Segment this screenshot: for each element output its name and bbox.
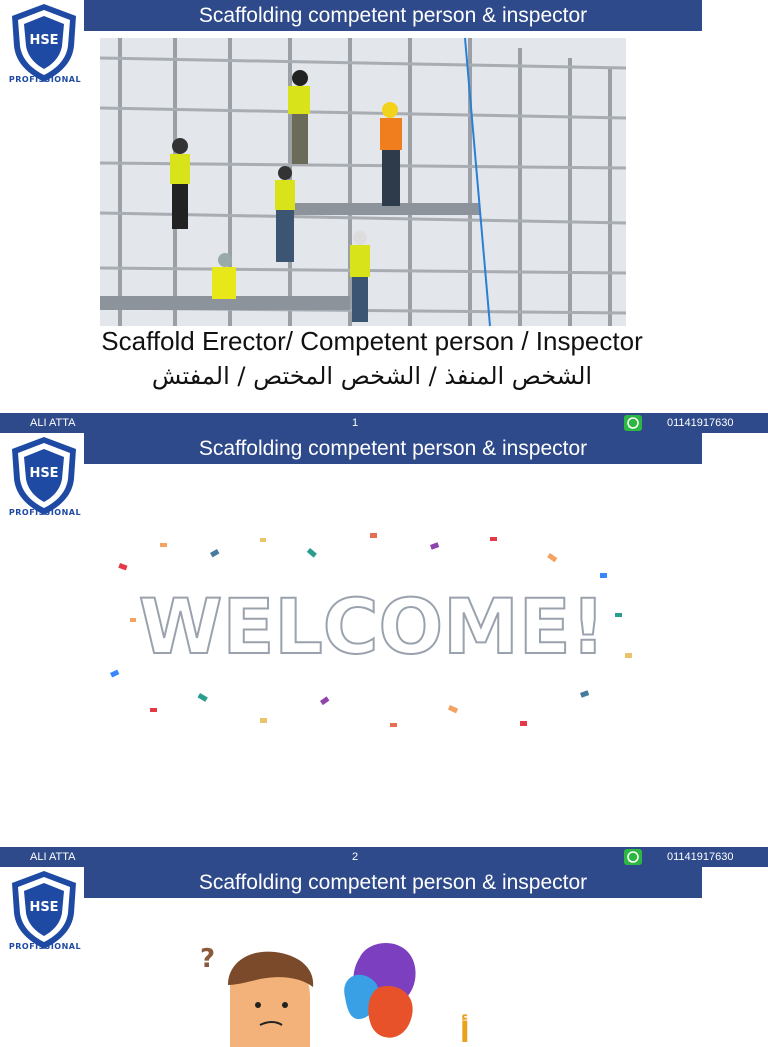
footer-phone: 01141917630 xyxy=(667,417,734,429)
slide-1 xyxy=(0,0,768,434)
logo-mark-text: HSE xyxy=(29,900,59,915)
whatsapp-icon xyxy=(624,849,642,865)
footer-author: ALI ATTA xyxy=(30,851,76,863)
logo-label: PROFISSIONAL xyxy=(8,942,82,951)
thinking-person-graphic xyxy=(110,927,480,1047)
footer-author: ALI ATTA xyxy=(30,417,76,429)
logo-mark-text: HSE xyxy=(29,466,59,481)
scaffolding-workers-photo xyxy=(100,38,626,326)
caption-english: Scaffold Erector/ Competent person / Inspector xyxy=(101,326,643,356)
logo-label: PROFISSIONAL xyxy=(8,75,82,84)
page-number: 2 xyxy=(352,851,359,863)
welcome-graphic xyxy=(100,523,645,743)
slide-2 xyxy=(0,433,768,867)
svg-text:?: ? xyxy=(200,944,216,974)
slide-title: Scaffolding competent person & inspector xyxy=(84,867,702,898)
logo-label: PROFISSIONAL xyxy=(8,508,82,517)
welcome-text: WELCOME! xyxy=(138,582,606,671)
whatsapp-icon xyxy=(624,415,642,431)
footer-1 xyxy=(0,413,768,433)
footer-phone: 01141917630 xyxy=(667,851,734,863)
footer-2 xyxy=(0,847,768,867)
slide-3 xyxy=(0,867,768,1047)
slide-title: Scaffolding competent person & inspector xyxy=(84,0,702,31)
logo-mark-text: HSE xyxy=(29,33,59,48)
page-number: 1 xyxy=(352,417,359,429)
svg-text:أ: أ xyxy=(460,1016,470,1047)
caption-arabic: الشخص المنفذ / الشخص المختص / المفتش xyxy=(151,362,593,390)
slide-title: Scaffolding competent person & inspector xyxy=(84,433,702,464)
